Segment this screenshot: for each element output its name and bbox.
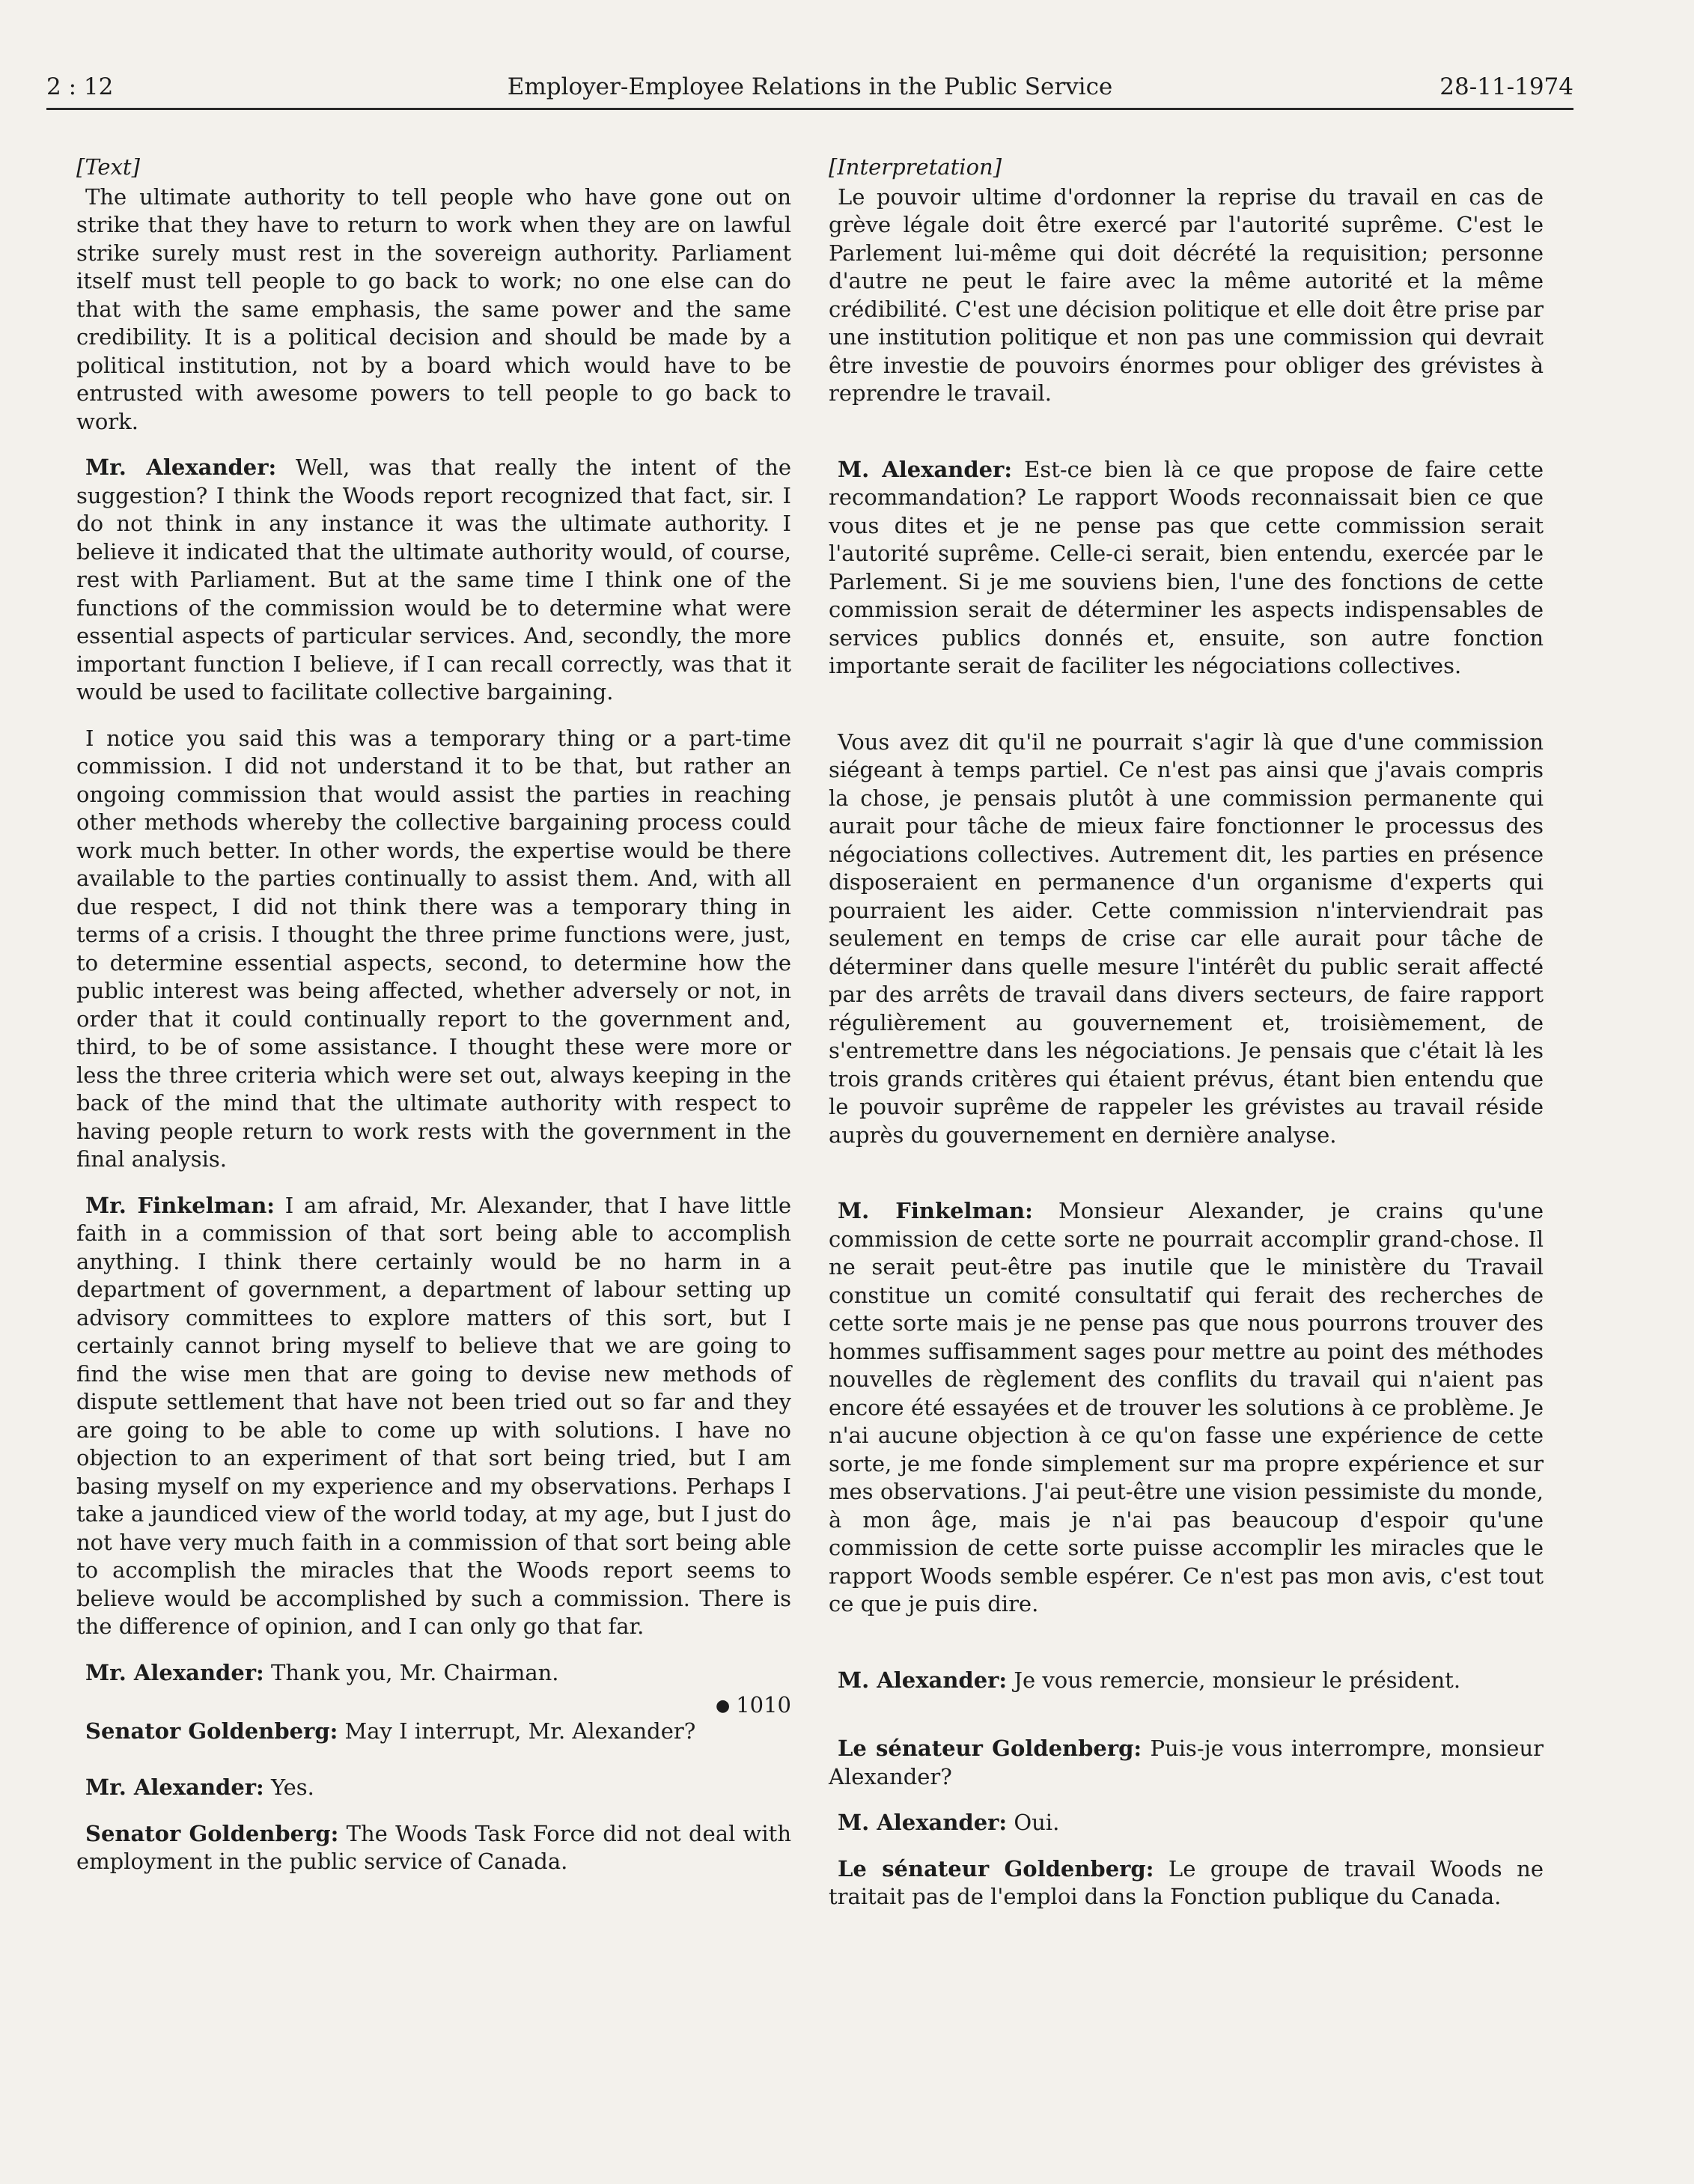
speech-text: Monsieur Alexander, je crains qu'une commission de cette sorte ne pourrait accomplir grand-chose. Il ne serait peut-être pas inutile que le ministère du Travail constitue un comité consultatif qui ferait des recherches de cette sorte mais je ne pense pas que nous pourrons trouver des hommes suffisamment sages pour mettre au point des méthodes nouvelles de règlement des conflits du travail qui n'aient pas encore été essayées et de trouver les solutions à ce problème. Je n'ai aucune objection à ce qu'on fasse une expérience de cette sorte, je me fonde simplement sur ma propre expérience et sur mes observations. J'ai peut-être une vision pessimiste du monde, à mon âge, mais je n'ai pas beaucoup d'espoir qu'une commission de cette sorte puisse accomplir les miracles que le rapport Woods semble espérer. Ce n'est pas mon avis, c'est tout ce que je puis dire. <box>829 1198 1544 1616</box>
speech-text: Le groupe de travail Woods ne traitait pas de l'emploi dans la Fonction publique du Canada. <box>829 1855 1544 1909</box>
speech-text: Je vous remercie, monsieur le président. <box>1007 1667 1461 1693</box>
paragraph <box>76 454 791 707</box>
time-marker-text: 1010 <box>736 1692 791 1718</box>
bullet-icon: ● <box>715 1697 731 1716</box>
speaker-name: Mr. Alexander: <box>85 454 277 480</box>
speaker-name: Mr. Finkelman: <box>85 1192 275 1218</box>
speech-text: Yes. <box>263 1774 314 1801</box>
paragraph <box>829 456 1544 681</box>
paragraph <box>76 1718 791 1746</box>
paragraph <box>76 1774 791 1802</box>
paragraph: Le pouvoir ultime d'ordonner la reprise du travail en cas de grève légale doit être exercé par l'autorité suprême. C'est le Parlement lui-même qui doit décrété la requisition; personne d'autre ne peut le faire avec la même autorité et la même crédibilité. C'est une décision politique et elle doit être prise par une institution politique et non pas une commission qui devrait être investie de pouvoirs énormes pour obliger des grévistes à reprendre le travail. <box>829 183 1544 406</box>
time-marker <box>76 1691 791 1721</box>
speaker-name: Mr. Alexander: <box>85 1774 264 1801</box>
speech-text: I am afraid, Mr. Alexander, that I have little faith in a commission of that sort being able to accomplish anything. I think there certainly would be no harm in a department of government, a department of labour setting up advisory committees to explore matters of this sort, but I certainly cannot bring myself to believe that we are going to find the wise men that are going to devise new methods of dispute settlement that have not been tried out so far and they are going to be able to come up with solutions. I have no objection to an experiment of that sort being tried, but I am basing myself on my experience and my observations. Perhaps I take a jaundiced view of the world today, at my age, but I just do not have very much faith in a commission of that sort being able to accomplish the miracles that the Woods report seems to believe would be accomplished by such a commission. There is the difference of opinion, and I can only go that far. <box>76 1192 791 1639</box>
speech-text: The Woods Task Force did not deal with employment in the public service of Canada. <box>76 1820 791 1875</box>
speech-text: Well, was that really the intent of the suggestion? I think the Woods report recognized that fact, sir. I do not think in any instance it was the ultimate authority. I believe it indicated that the ultimate authority would, of course, rest with Parliament. But at the same time I think one of the functions of the commission would be to determine what were essential aspects of particular services. And, secondly, the more important function I believe, if I can recall correctly, was that it would be used to facilitate collective bargaining. <box>76 454 791 705</box>
speaker-name: Le sénateur Goldenberg: <box>838 1736 1142 1761</box>
speaker-name: Mr. Alexander: <box>85 1659 264 1685</box>
paragraph <box>829 1667 1544 1695</box>
running-header <box>46 69 1573 110</box>
header-date: 28-11-1974 <box>1439 73 1573 100</box>
speaker-name: M. Alexander: <box>838 1667 1008 1693</box>
speech-text: Puis-je vous interrompre, monsieur Alexander? <box>829 1736 1544 1789</box>
paragraph <box>829 1735 1544 1791</box>
speaker-name: Senator Goldenberg: <box>85 1820 339 1846</box>
speaker-name: M. Alexander: <box>838 456 1013 482</box>
speaker-name: Senator Goldenberg: <box>85 1718 338 1744</box>
speaker-name: M. Finkelman: <box>838 1198 1033 1223</box>
paragraph <box>829 1197 1544 1619</box>
speech-text: Est-ce bien là ce que propose de faire cette recommandation? Le rapport Woods reconnaissait bien ce que vous dites et je ne pense pas que cette commission serait l'autorité suprême. Celle-ci serait, bien entendu, exercée par le Parlement. Si je me souviens bien, l'une des fonctions de cette commission serait de déterminer les aspects indispensables de services publics donnés et, ensuite, son autre fonction importante serait de faciliter les négociations collectives. <box>829 456 1544 678</box>
paragraph: I notice you said this was a temporary thing or a part-time commission. I did not understand it to be that, but rather an ongoing commission that would assist the parties in reaching other methods whereby the collective bargaining process could work much better. In other words, the expertise would be there available to the parties continually to assist them. And, with all due respect, I did not think there was a temporary thing in terms of a crisis. I thought the three prime functions were, just, to determine essential aspects, second, to determine how the public interest was being affected, whether adversely or not, in order that it could continually report to the government and, third, to be of some assistance. I thought these were more or less the three criteria which were set out, always keeping in the back of the mind that the ultimate authority with respect to having people return to work rests with the government in the final analysis. <box>76 725 791 1172</box>
paragraph: The ultimate authority to tell people who have gone out on strike that they have to return to work when they are on lawful strike surely must rest in the sovereign authority. Parliament itself must tell people to go back to work; no one else can do that with the same emphasis, the same power and the same credibility. It is a political decision and should be made by a political institution, not by a board which would have to be entrusted with awesome powers to tell people to go back to work. <box>76 183 791 434</box>
paragraph <box>829 1855 1544 1911</box>
speech-text: Thank you, Mr. Chairman. <box>263 1659 559 1685</box>
french-column <box>829 153 1544 1911</box>
paragraph <box>76 1820 791 1876</box>
paragraph <box>829 1809 1544 1837</box>
page-number: 2 : 12 <box>46 73 114 100</box>
speech-text: May I interrupt, Mr. Alexander? <box>338 1718 696 1744</box>
english-column <box>76 153 791 1876</box>
section-label: [Interpretation] <box>829 154 1002 180</box>
speech-text: Oui. <box>1007 1810 1060 1835</box>
paragraph <box>76 1192 791 1641</box>
paragraph: Vous avez dit qu'il ne pourrait s'agir là que d'une commission siégeant à temps partiel. Ce n'est pas ainsi que j'avais compris la chose, je pensais plutôt à une commission permanente qui aurait pour tâche de mieux faire fonctionner le processus des négociations collectives. Autrement dit, les parties en présence disposeraient en permanence d'un organisme d'experts qui pourraient les aider. Cette commission n'interviendrait pas seulement en temps de crise car elle aurait pour tâche de déterminer dans quelle mesure l'intérêt du public serait affecté par des arrêts de travail dans divers secteurs, de faire rapport régulièrement au gouvernement et, troisièmement, de s'entremettre dans les négociations. Je pensais que c'était là les trois grands critères qui étaient prévus, étant bien entendu que le pouvoir suprême de rappeler les grévistes au travail réside auprès du gouvernement en dernière analyse. <box>829 728 1544 1148</box>
paragraph <box>76 1659 791 1688</box>
running-title: Employer-Employee Relations in the Public Service <box>507 73 1113 100</box>
section-label: [Text] <box>76 154 140 180</box>
speaker-name: Le sénateur Goldenberg: <box>838 1855 1154 1882</box>
speaker-name: M. Alexander: <box>838 1810 1008 1835</box>
